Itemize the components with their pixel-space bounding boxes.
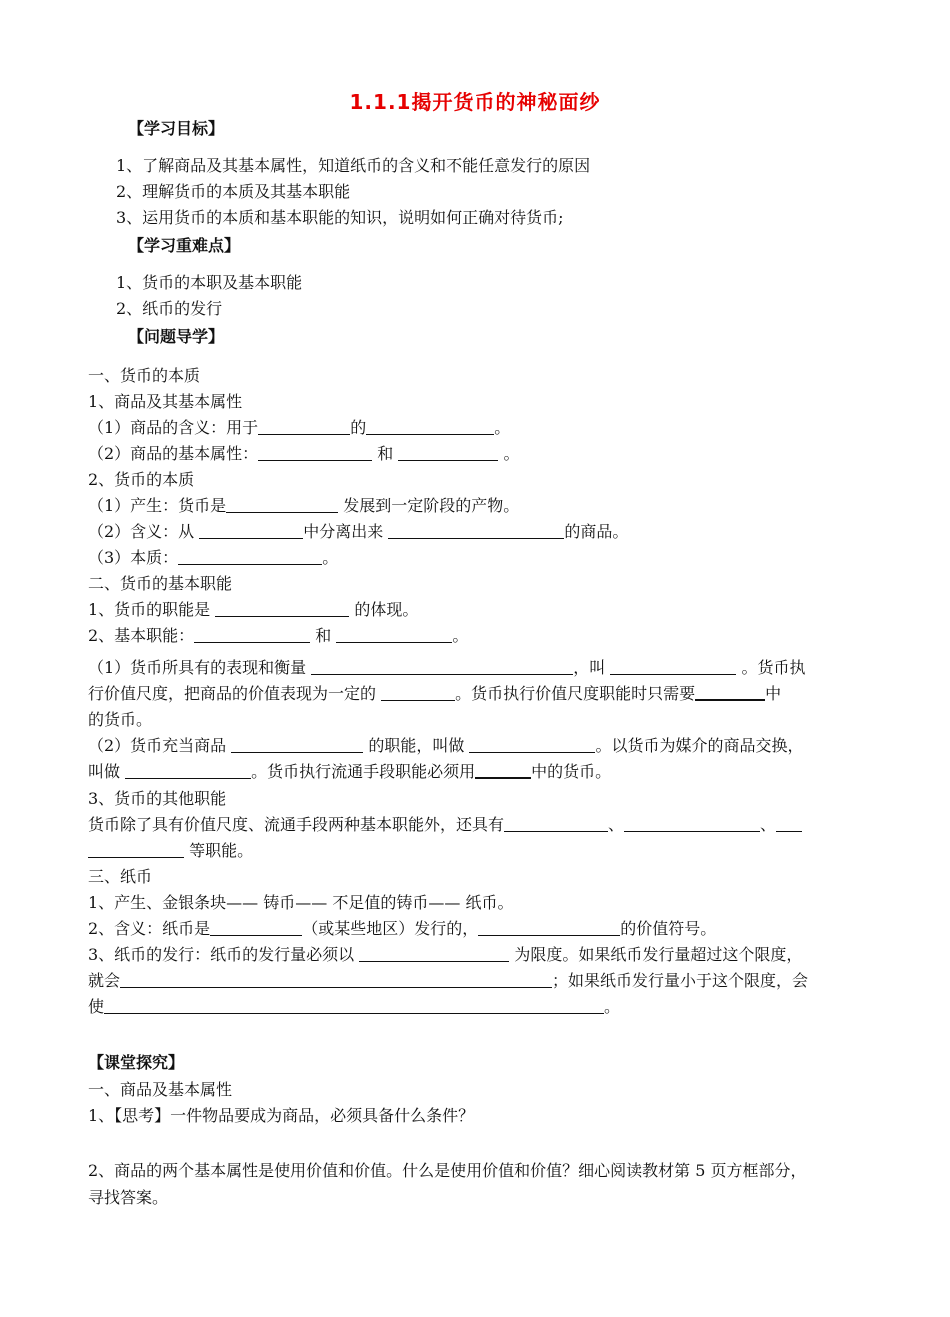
goal-3: 3、运用货币的本质和基本职能的知识，说明如何正确对待货币; bbox=[116, 208, 564, 227]
heading-class-explore: 【课堂探究】 bbox=[88, 1053, 185, 1072]
money-meaning-line: （2）含义：从 中分离出来 的商品。 bbox=[88, 522, 629, 541]
section-1-2-heading: 2、货币的本质 bbox=[88, 470, 195, 489]
circulation-line-1: （2）货币充当商品 的职能，叫做 。以货币为媒介的商品交换， bbox=[88, 736, 804, 755]
fill-blank bbox=[776, 815, 802, 832]
goal-2: 2、理解货币的本质及其基本职能 bbox=[116, 182, 351, 201]
section-1-1-heading: 1、商品及其基本属性 bbox=[88, 392, 243, 411]
fill-blank bbox=[469, 736, 595, 753]
fill-blank bbox=[478, 919, 620, 936]
fill-blank bbox=[311, 658, 573, 675]
fill-blank bbox=[475, 761, 531, 779]
key-point-1: 1、货币的本职及基本职能 bbox=[116, 273, 303, 292]
paper-money-origin: 1、产生、金银条块—— 铸币—— 不足值的铸币—— 纸币。 bbox=[88, 893, 514, 912]
fill-blank bbox=[624, 815, 760, 832]
fill-blank bbox=[120, 971, 552, 988]
heading-goals: 【学习目标】 bbox=[128, 119, 225, 138]
fill-blank bbox=[504, 815, 608, 832]
other-functions-line-1: 货币除了具有价值尺度、流通手段两种基本职能外，还具有 、 、 bbox=[88, 814, 802, 836]
paper-money-issue-line-3: 使 。 bbox=[88, 997, 621, 1016]
fill-blank bbox=[610, 658, 736, 675]
key-point-2: 2、纸币的发行 bbox=[116, 299, 223, 318]
other-functions-line-2: 等职能。 bbox=[88, 840, 253, 862]
value-measure-line-2: 行价值尺度，把商品的价值表现为一定的 。货币执行价值尺度职能时只需要 中 bbox=[88, 684, 782, 703]
goal-1: 1、了解商品及其基本属性，知道纸币的含义和不能任意发行的原因 bbox=[116, 156, 591, 175]
heading-guide: 【问题导学】 bbox=[128, 327, 225, 346]
fill-blank bbox=[366, 418, 494, 435]
commodity-definition-line: （1）商品的含义：用于 的 。 bbox=[88, 418, 511, 437]
explore-section-1-heading: 一、商品及基本属性 bbox=[88, 1080, 233, 1099]
fill-blank bbox=[226, 496, 338, 513]
commodity-attributes-line: （2）商品的基本属性： 和 。 bbox=[88, 444, 520, 463]
fill-blank bbox=[194, 626, 310, 643]
fill-blank bbox=[231, 736, 363, 753]
value-measure-line-3: 的货币。 bbox=[88, 710, 153, 729]
fill-blank bbox=[359, 945, 509, 962]
paper-money-meaning-line: 2、含义：纸币是 （或某些地区）发行的， 的价值符号。 bbox=[88, 919, 717, 938]
section-2-3-heading: 3、货币的其他职能 bbox=[88, 789, 227, 808]
fill-blank bbox=[215, 600, 349, 617]
fill-blank bbox=[336, 626, 452, 643]
section-2-heading: 二、货币的基本职能 bbox=[88, 574, 233, 593]
paper-money-issue-line-1: 3、纸币的发行：纸币的发行量必须以 为限度。如果纸币发行量超过这个限度， bbox=[88, 945, 803, 964]
fill-blank bbox=[398, 444, 498, 461]
money-essence-line: （3）本质： 。 bbox=[88, 548, 339, 567]
fill-blank bbox=[199, 522, 303, 539]
money-origin-line: （1）产生：货币是 发展到一定阶段的产物。 bbox=[88, 496, 520, 515]
fill-blank bbox=[695, 683, 765, 701]
fill-blank bbox=[104, 997, 604, 1014]
heading-key-points: 【学习重难点】 bbox=[128, 236, 241, 255]
circulation-line-2: 叫做 。货币执行流通手段职能必须用 中的货币。 bbox=[88, 762, 612, 781]
page-title: 1.1.1揭开货币的神秘面纱 bbox=[349, 90, 601, 114]
explore-question-2-line-2: 寻找答案。 bbox=[88, 1188, 169, 1207]
explore-question-2-line-1: 2、商品的两个基本属性是使用价值和价值。什么是使用价值和价值？细心阅读教材第 5 页方框部分， bbox=[88, 1161, 807, 1180]
fill-blank bbox=[125, 762, 251, 779]
paper-money-issue-line-2: 就会 ；如果纸币发行量小于这个限度，会 bbox=[88, 971, 809, 990]
section-1-heading: 一、货币的本质 bbox=[88, 366, 201, 385]
fill-blank bbox=[258, 418, 350, 435]
explore-question-1: 1、【思考】一件物品要成为商品，必须具备什么条件？ bbox=[88, 1106, 475, 1125]
fill-blank bbox=[258, 444, 372, 461]
fill-blank bbox=[210, 919, 302, 936]
fill-blank bbox=[88, 841, 184, 858]
value-measure-line-1: （1）货币所具有的表现和衡量 ，叫 。货币执 bbox=[88, 658, 806, 677]
section-3-heading: 三、纸币 bbox=[88, 867, 153, 886]
fill-blank bbox=[388, 522, 564, 539]
fill-blank bbox=[178, 548, 322, 565]
basic-functions-line: 2、基本职能： 和 。 bbox=[88, 626, 469, 645]
fill-blank bbox=[381, 684, 455, 701]
money-function-line: 1、货币的职能是 的体现。 bbox=[88, 600, 419, 619]
